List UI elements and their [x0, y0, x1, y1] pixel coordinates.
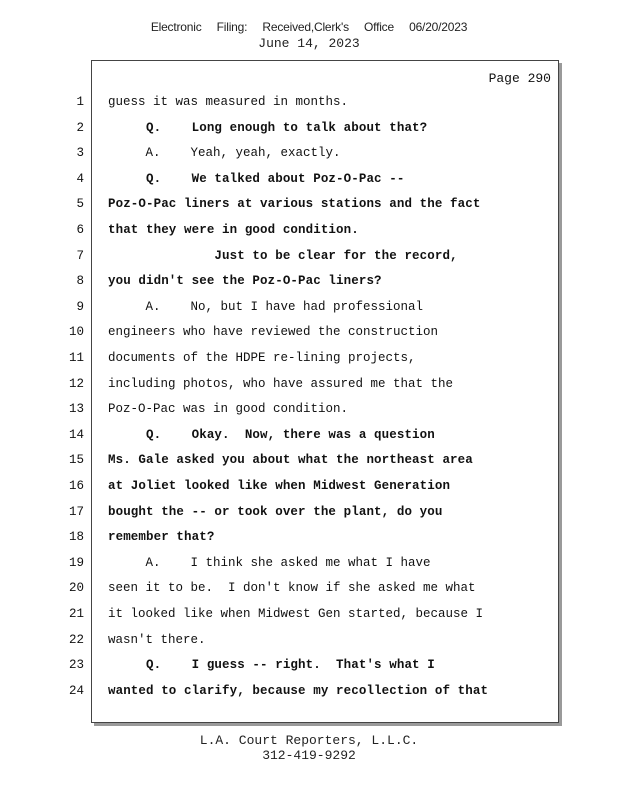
line-text: wanted to clarify, because my recollection of that	[108, 683, 489, 698]
line-text: Ms. Gale asked you about what the northeast area	[108, 453, 473, 468]
line-text: wasn't there.	[108, 632, 206, 647]
line-number: 5	[76, 197, 84, 212]
stamp-word: Electronic	[150, 20, 202, 34]
line-number: 12	[68, 376, 84, 391]
line-number: 3	[76, 146, 84, 161]
line-number: 21	[68, 607, 84, 621]
line-number: 15	[68, 453, 84, 468]
line-text: remember that?	[108, 530, 215, 545]
line-text: that they were in good condition.	[108, 223, 359, 237]
deposition-date: June 14, 2023	[258, 36, 360, 51]
line-text: documents of the HDPE re-lining projects,	[108, 351, 416, 365]
transcript-line	[0, 300, 618, 322]
page-number: Page 290	[488, 71, 551, 86]
line-number: 13	[68, 402, 84, 417]
line-text: Q. Long enough to talk about that?	[108, 120, 428, 135]
line-number: 10	[68, 325, 84, 340]
line-text: seen it to be. I don't know if she asked me what	[108, 581, 476, 596]
line-number: 6	[76, 223, 84, 237]
line-number: 4	[76, 171, 84, 186]
transcript-line	[0, 95, 618, 117]
filing-stamp	[0, 20, 618, 34]
line-number: 8	[76, 274, 84, 289]
line-number: 14	[68, 427, 84, 442]
transcript-line	[0, 249, 618, 271]
line-number: 16	[68, 479, 84, 493]
transcript-line	[0, 325, 618, 347]
transcript-line	[0, 658, 618, 680]
transcript-line	[0, 377, 618, 399]
transcript-line	[0, 607, 618, 629]
line-text: A. I think she asked me what I have	[108, 555, 431, 570]
line-text: at Joliet looked like when Midwest Generation	[108, 479, 451, 493]
line-number: 9	[76, 299, 84, 314]
line-text: bought the -- or took over the plant, do you	[108, 504, 443, 519]
line-number: 20	[68, 581, 84, 596]
line-number: 2	[76, 120, 84, 135]
footer-phone: 312-419-9292	[262, 748, 356, 763]
footer-company: L.A. Court Reporters, L.L.C.	[199, 733, 419, 748]
line-text: Q. We talked about Poz-O-Pac --	[108, 171, 405, 186]
line-text: including photos, who have assured me that the	[108, 376, 454, 391]
transcript-line	[0, 223, 618, 245]
line-text: guess it was measured in months.	[108, 95, 349, 109]
line-text: you didn't see the Poz-O-Pac liners?	[108, 274, 382, 289]
transcript-line	[0, 505, 618, 527]
line-text: Poz-O-Pac was in good condition.	[108, 402, 349, 417]
line-number: 22	[68, 632, 84, 647]
line-number: 7	[76, 248, 84, 263]
transcript-line	[0, 121, 618, 143]
transcript-line	[0, 351, 618, 373]
transcript-line	[0, 172, 618, 194]
transcript-line	[0, 479, 618, 501]
stamp-word: Filing:	[216, 20, 248, 34]
line-text: Q. Okay. Now, there was a question	[108, 427, 435, 442]
stamp-word: Received,Clerk's	[262, 20, 349, 34]
stamp-word: Office	[364, 20, 394, 34]
line-text: Just to be clear for the record,	[108, 248, 458, 263]
line-text: it looked like when Midwest Gen started, because I	[108, 607, 484, 621]
transcript-line	[0, 453, 618, 475]
transcript-line	[0, 530, 618, 552]
line-number: 11	[68, 351, 84, 365]
line-text: A. Yeah, yeah, exactly.	[108, 146, 341, 161]
transcript-line	[0, 197, 618, 219]
line-text: A. No, but I have had professional	[108, 299, 424, 314]
line-number: 17	[68, 504, 84, 519]
line-number: 24	[68, 683, 84, 698]
line-number: 1	[76, 95, 84, 109]
transcript-line	[0, 146, 618, 168]
line-number: 23	[68, 658, 84, 673]
line-number: 18	[68, 530, 84, 545]
transcript-line	[0, 633, 618, 655]
line-number: 19	[68, 555, 84, 570]
transcript-line	[0, 581, 618, 603]
transcript-line	[0, 402, 618, 424]
line-text: Poz-O-Pac liners at various stations and the fact	[108, 197, 481, 212]
transcript-line	[0, 556, 618, 578]
transcript-line	[0, 684, 618, 706]
stamp-word: 06/20/2023	[409, 20, 468, 34]
transcript-line	[0, 274, 618, 296]
transcript-line	[0, 428, 618, 450]
line-text: Q. I guess -- right. That's what I	[108, 658, 435, 673]
line-text: engineers who have reviewed the construction	[108, 325, 439, 340]
